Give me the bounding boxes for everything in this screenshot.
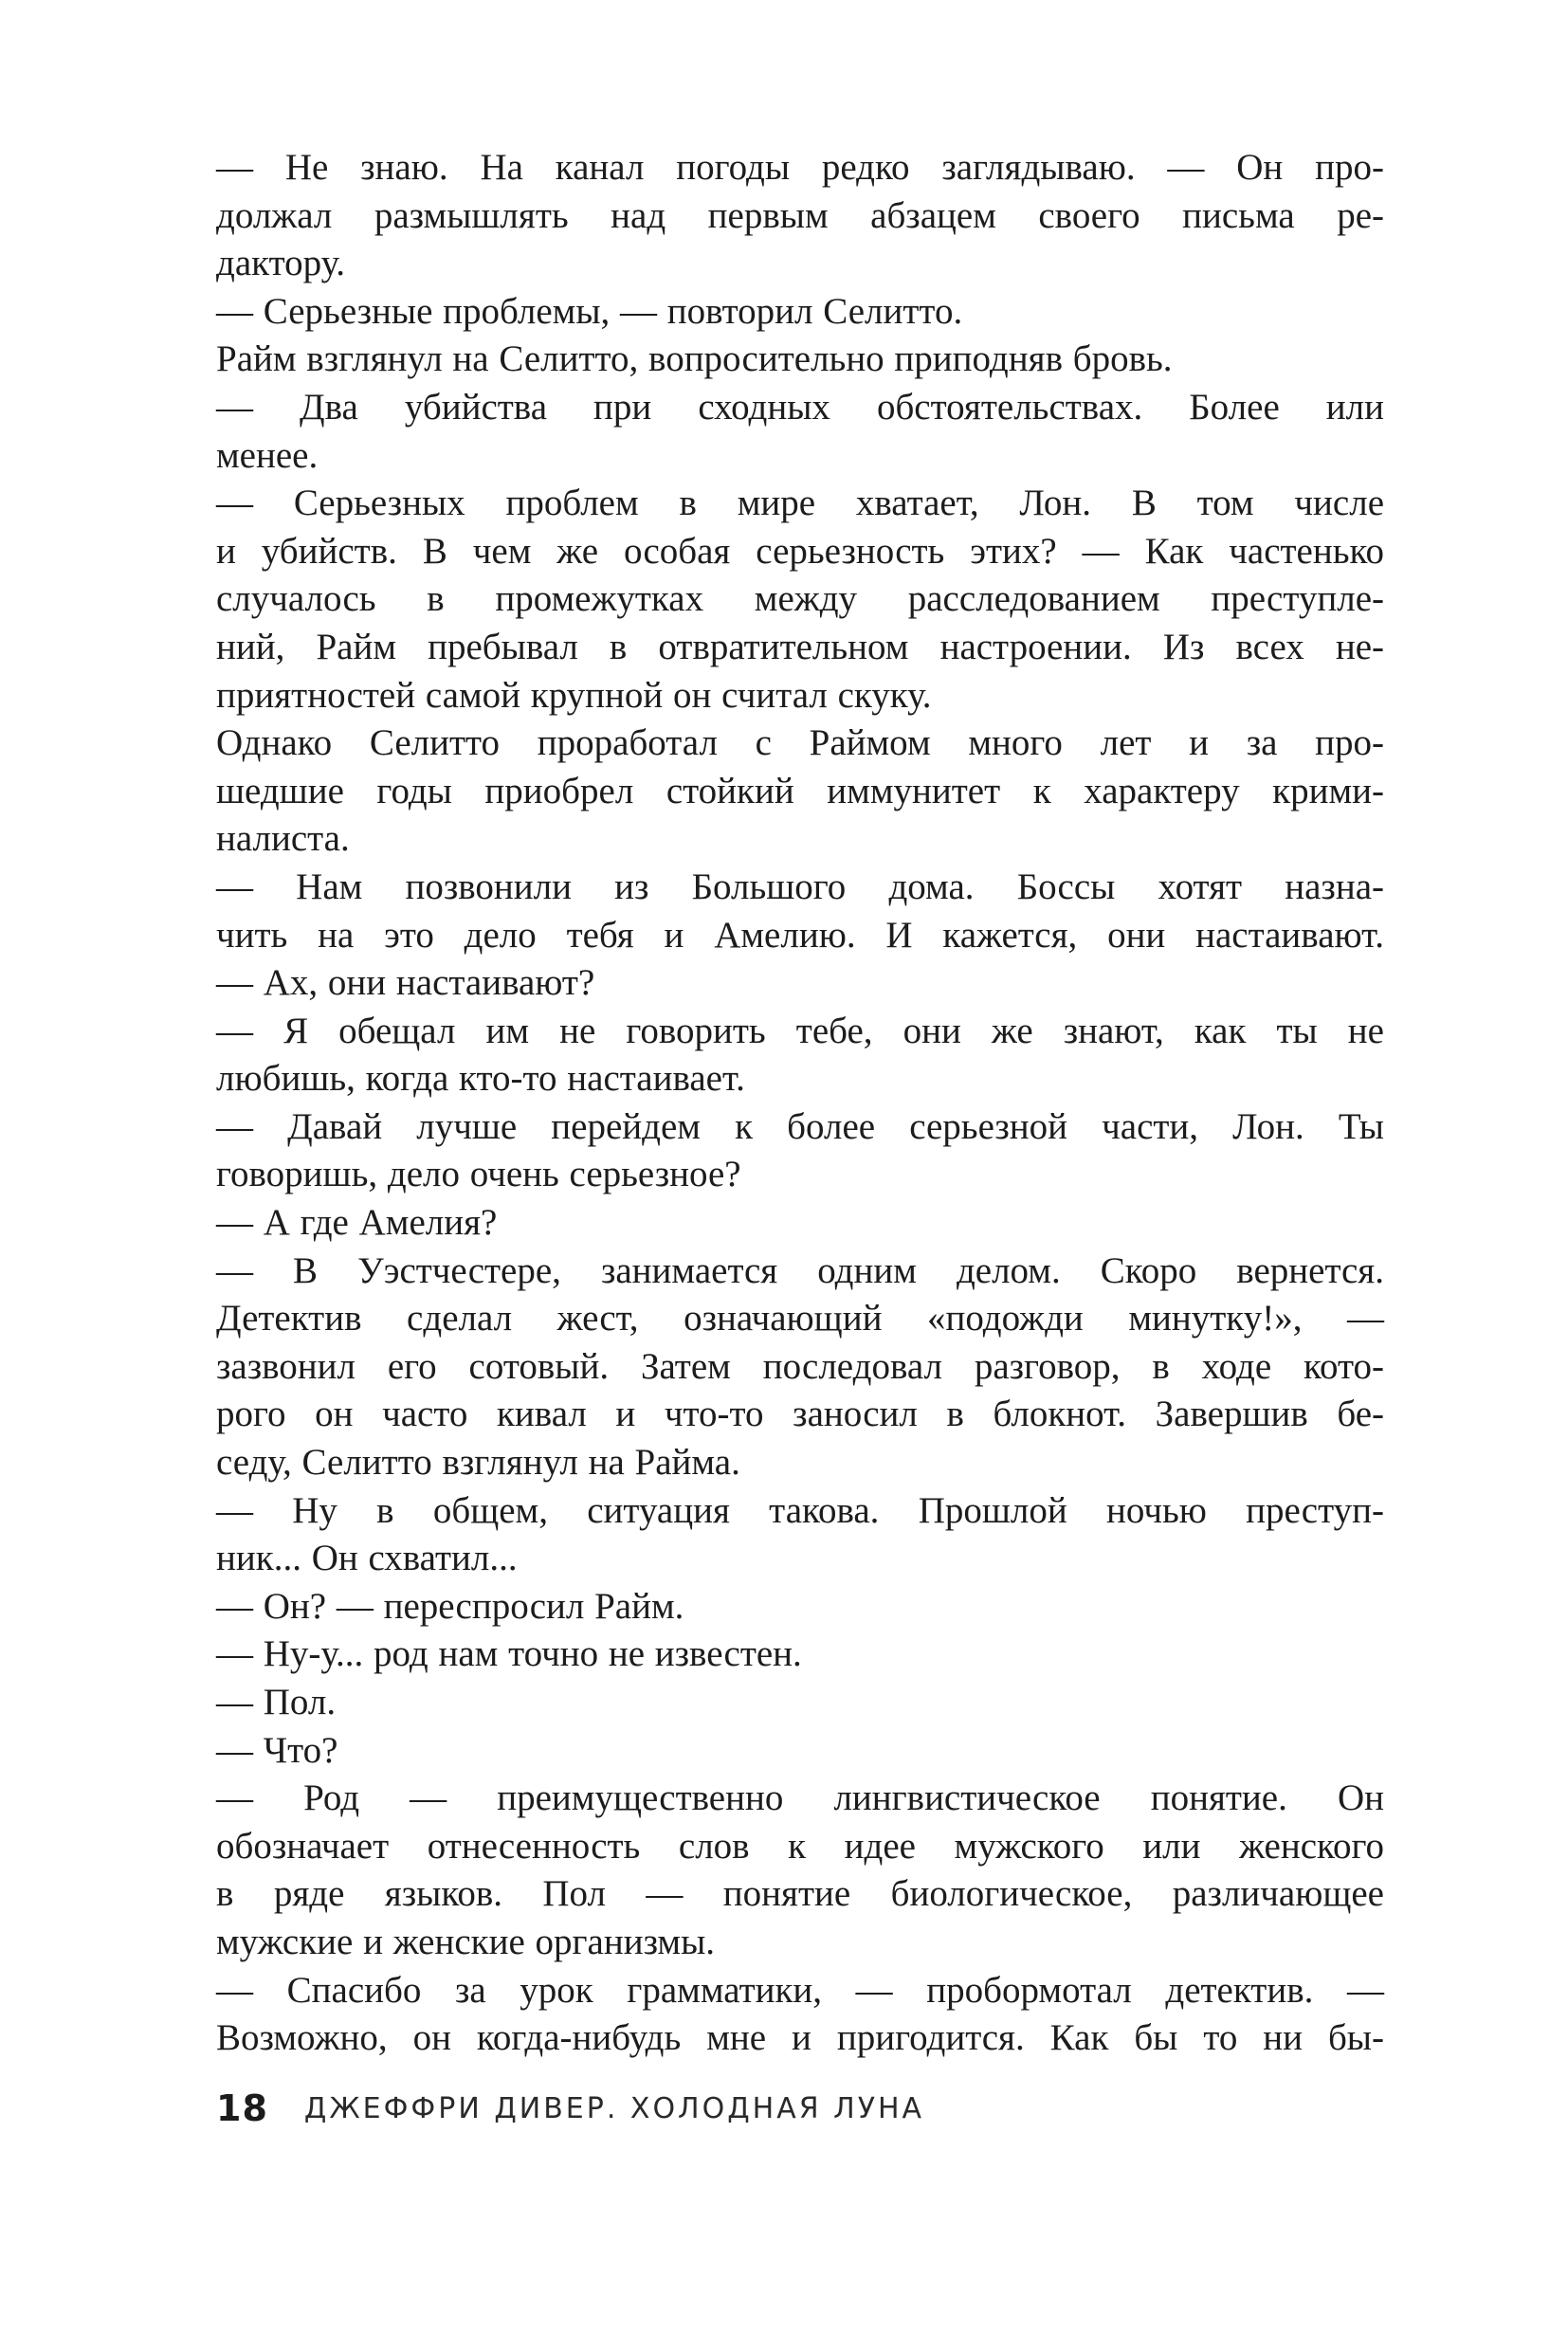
- text-line: дактору.: [216, 243, 345, 284]
- text-line: говоришь, дело очень серьезное?: [216, 1154, 741, 1195]
- text-line: — Ну-у... род нам точно не известен.: [216, 1633, 802, 1675]
- page-footer: [216, 2080, 924, 2137]
- page-number: 18: [216, 2087, 268, 2129]
- text-line: любишь, когда кто-то настаивает.: [216, 1058, 745, 1100]
- text-line: ний, Райм пребывал в отвратительном настроении. Из всех не-: [216, 626, 1384, 667]
- text-line: — Я обещал им не говорить тебе, они же знают, как ты не: [216, 1010, 1384, 1051]
- body-text: [216, 144, 1384, 2063]
- text-line: — Не знаю. На канал погоды редко заглядываю. — Он про-: [216, 147, 1384, 188]
- text-line: менее.: [216, 434, 319, 476]
- running-head: ДЖЕФФРИ ДИВЕР. ХОЛОДНАЯ ЛУНА: [303, 2091, 925, 2125]
- text-line: — Ну в общем, ситуация такова. Прошлой ночью преступ-: [216, 1489, 1384, 1531]
- text-line: Однако Селитто проработал с Раймом много лет и за про-: [216, 722, 1384, 764]
- text-line: приятностей самой крупной он считал скуку.: [216, 674, 932, 716]
- text-line: Детектив сделал жест, означающий «подожди минутку!», —: [216, 1298, 1384, 1340]
- text-line: ник... Он схватил...: [216, 1538, 518, 1579]
- text-line: седу, Селитто взглянул на Райма.: [216, 1442, 740, 1484]
- text-line: и убийств. В чем же особая серьезность этих? — Как частенько: [216, 530, 1384, 572]
- text-line: — Пол.: [216, 1682, 337, 1722]
- text-line: — Давай лучше перейдем к более серьезной части, Лон. Ты: [216, 1105, 1384, 1147]
- text-line: — Что?: [216, 1729, 338, 1771]
- text-line: Возможно, он когда-нибудь мне и пригодится. Как бы то ни бы-: [216, 2017, 1384, 2059]
- text-line: шедшие годы приобрел стойкий иммунитет к характеру крими-: [216, 770, 1384, 811]
- text-line: налиста.: [216, 818, 350, 860]
- text-line: — Ах, они настаивают?: [216, 962, 595, 1004]
- text-line: — А где Амелия?: [216, 1202, 498, 1244]
- text-line: — Род — преимущественно лингвистическое понятие. Он: [216, 1777, 1384, 1819]
- text-line: зазвонил его сотовый. Затем последовал разговор, в ходе кото-: [216, 1345, 1384, 1387]
- text-line: — Нам позвонили из Большого дома. Боссы хотят назна-: [216, 866, 1384, 907]
- text-line: — Два убийства при сходных обстоятельствах. Более или: [216, 386, 1384, 428]
- text-line: — Спасибо за урок грамматики, — пробормотал детектив. —: [216, 1969, 1384, 2011]
- text-line: — Серьезные проблемы, — повторил Селитто.: [216, 290, 963, 332]
- text-line: мужские и женские организмы.: [216, 1921, 716, 1962]
- text-line: — Серьезных проблем в мире хватает, Лон. В том числе: [216, 483, 1384, 524]
- text-line: обозначает отнесенность слов к идее мужского или женского: [216, 1825, 1384, 1867]
- text-line: Райм взглянул на Селитто, вопросительно приподняв бровь.: [216, 338, 1173, 380]
- text-line: должал размышлять над первым абзацем своего письма ре-: [216, 194, 1384, 236]
- text-line: — В Уэстчестере, занимается одним делом. Скоро вернется.: [216, 1249, 1384, 1291]
- text-line: рого он часто кивал и что-то заносил в блокнот. Завершив бе-: [216, 1394, 1384, 1435]
- text-line: чить на это дело тебя и Амелию. И кажется, они настаивают.: [216, 914, 1384, 956]
- text-line: в ряде языков. Пол — понятие биологическое, различающее: [216, 1873, 1384, 1915]
- text-line: случалось в промежутках между расследованием преступле-: [216, 578, 1384, 620]
- text-line: — Он? — переспросил Райм.: [216, 1585, 684, 1627]
